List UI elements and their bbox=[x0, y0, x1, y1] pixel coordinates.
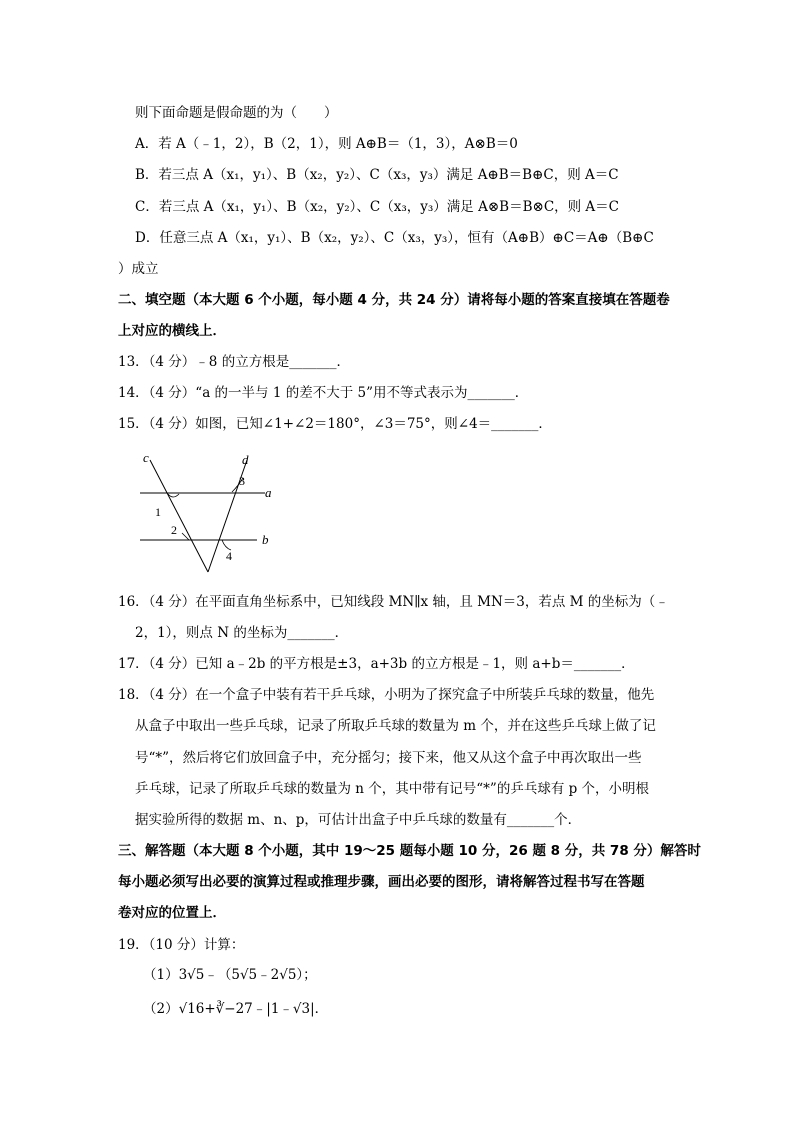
section-2-title: 二、填空题（本大题 6 个小题，每小题 4 分，共 24 分）请将每小题的答案直接填在答题卷 bbox=[118, 292, 670, 308]
question-18-line-3: 号“*”，然后将它们放回盒子中，充分摇匀；接下来，他又从这个盒子中再次取出一些 bbox=[135, 750, 642, 766]
question-12-option-a: A．若 A（﹣1，2），B（2，1），则 A⊕B＝（1，3），A⊗B＝0 bbox=[135, 136, 518, 152]
question-12-option-d: D．任意三点 A（x₁，y₁）、B（x₂，y₂）、C（x₃，y₃），恒有（A⊕B）⊕C＝A⊕（B⊕C bbox=[135, 230, 654, 246]
question-19-part-2: （2）√16+∛−27﹣|1﹣√3|． bbox=[143, 1001, 329, 1017]
question-13: 13．（4 分）﹣8 的立方根是_______． bbox=[118, 354, 350, 370]
label-a: a bbox=[265, 485, 272, 500]
label-c: c bbox=[143, 450, 149, 465]
question-19: 19．（10 分）计算： bbox=[118, 937, 245, 953]
question-12-option-d-cont: ）成立 bbox=[118, 261, 159, 277]
label-angle-1: 1 bbox=[155, 505, 161, 519]
question-16: 16．（4 分）在平面直角坐标系中，已知线段 MN∥x 轴，且 MN＝3，若点 M 的坐标为（﹣ bbox=[118, 594, 669, 610]
label-b: b bbox=[262, 532, 269, 547]
section-3-title-cont-2: 卷对应的位置上． bbox=[118, 905, 226, 921]
question-17: 17．（4 分）已知 a﹣2b 的平方根是±3，a+3b 的立方根是﹣1，则 a+b＝_______． bbox=[118, 656, 635, 672]
question-16-cont: 2，1），则点 N 的坐标为_______． bbox=[135, 625, 349, 641]
parallel-lines-figure bbox=[135, 448, 285, 578]
question-12-option-c: C．若三点 A（x₁，y₁）、B（x₂，y₂）、C（x₃，y₃）满足 A⊗B＝B⊗C，则 A＝C bbox=[135, 199, 620, 215]
question-18-line-5: 据实验所得的数据 m、n、p，可估计出盒子中乒乓球的数量有_______个． bbox=[135, 812, 582, 828]
question-18-line-4: 乒乓球，记录了所取乒乓球的数量为 n 个，其中带有记号“*”的乒乓球有 p 个，小明根 bbox=[135, 781, 650, 797]
label-angle-3: 3 bbox=[239, 474, 245, 488]
label-angle-2: 2 bbox=[171, 523, 177, 537]
section-3-title: 三、解答题（本大题 8 个小题，其中 19～25 题每小题 10 分，26 题 8 分，共 78 分）解答时 bbox=[118, 843, 701, 859]
question-15: 15．（4 分）如图，已知∠1+∠2＝180°，∠3＝75°，则∠4＝_______． bbox=[118, 416, 552, 432]
section-3-title-cont-1: 每小题必须写出必要的演算过程或推理步骤，画出必要的图形，请将解答过程书写在答题 bbox=[118, 874, 645, 890]
label-d: d bbox=[242, 452, 249, 467]
question-12-option-b: B．若三点 A（x₁，y₁）、B（x₂，y₂）、C（x₃，y₃）满足 A⊕B＝B⊕C，则 A＝C bbox=[135, 167, 619, 183]
question-18-line-1: 18．（4 分）在一个盒子中装有若干乒乓球，小明为了探究盒子中所装乒乓球的数量，他先 bbox=[118, 687, 655, 703]
question-12-stem: 则下面命题是假命题的为（ ） bbox=[135, 105, 338, 121]
label-angle-4: 4 bbox=[226, 549, 232, 563]
question-14: 14．（4 分）“a 的一半与 1 的差不大于 5”用不等式表示为_______． bbox=[118, 385, 529, 401]
question-18-line-2: 从盒子中取出一些乒乓球，记录了所取乒乓球的数量为 m 个，并在这些乒乓球上做了记 bbox=[135, 718, 656, 734]
question-19-part-1: （1）3√5﹣（5√5﹣2√5）； bbox=[143, 967, 317, 983]
section-2-title-cont: 上对应的横线上． bbox=[118, 323, 226, 339]
